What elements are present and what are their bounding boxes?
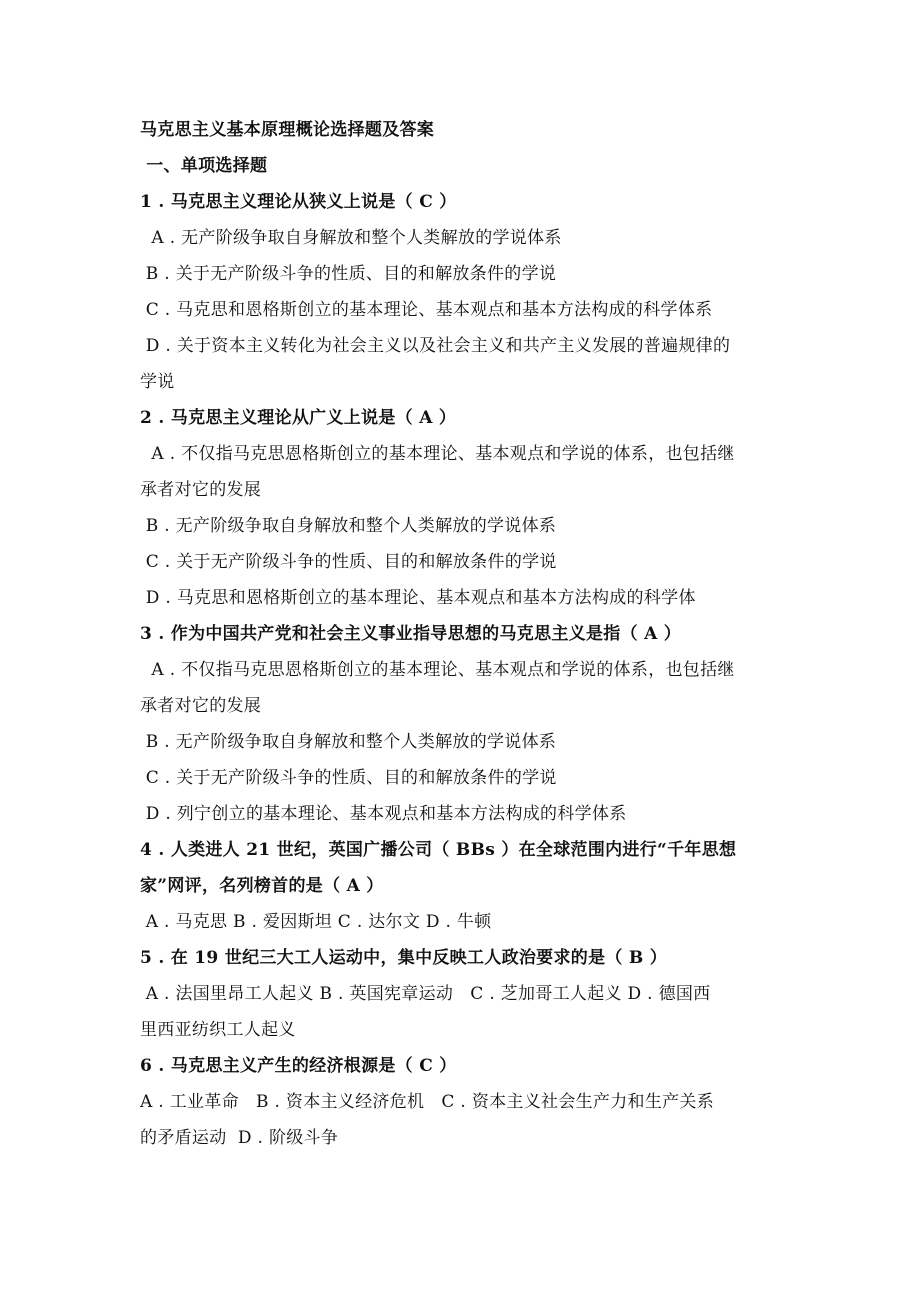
option-line: 承者对它的发展 bbox=[140, 696, 262, 716]
question-4-continued: 家”网评，名列榜首的是（ A ） bbox=[140, 876, 384, 896]
option-line: A . 不仅指马克思恩格斯创立的基本理论、基本观点和学说的体系，也包括继 bbox=[140, 444, 735, 464]
option-line: A . 工业革命 B . 资本主义经济危机 C . 资本主义社会生产力和生产关系 bbox=[140, 1092, 715, 1112]
option-line: C . 马克思和恩格斯创立的基本理论、基本观点和基本方法构成的科学体系 bbox=[140, 300, 713, 320]
question-6: 6 . 马克思主义产生的经济根源是（ C ） bbox=[140, 1056, 457, 1076]
question-2: 2 . 马克思主义理论从广义上说是（ A ） bbox=[140, 408, 457, 428]
option-line: D . 列宁创立的基本理论、基本观点和基本方法构成的科学体系 bbox=[140, 804, 627, 824]
option-line: A . 马克思 B . 爱因斯坦 C . 达尔文 D . 牛顿 bbox=[140, 912, 492, 932]
option-line: A . 不仅指马克思恩格斯创立的基本理论、基本观点和学说的体系，也包括继 bbox=[140, 660, 735, 680]
question-1: 1 . 马克思主义理论从狭义上说是（ C ） bbox=[140, 192, 457, 212]
option-line: A . 无产阶级争取自身解放和整个人类解放的学说体系 bbox=[140, 228, 562, 248]
section-heading: 一、单项选择题 bbox=[140, 156, 268, 176]
option-line: B . 无产阶级争取自身解放和整个人类解放的学说体系 bbox=[140, 732, 557, 752]
question-5: 5 . 在 19 世纪三大工人运动中，集中反映工人政治要求的是（ B ） bbox=[140, 948, 668, 968]
option-line: D . 关于资本主义转化为社会主义以及社会主义和共产主义发展的普遍规律的 bbox=[140, 336, 731, 356]
document-title: 马克思主义基本原理概论选择题及答案 bbox=[140, 120, 435, 140]
question-3: 3 . 作为中国共产党和社会主义事业指导思想的马克思主义是指（ A ） bbox=[140, 624, 682, 644]
option-line: 的矛盾运动 D . 阶级斗争 bbox=[140, 1128, 339, 1148]
option-line: 承者对它的发展 bbox=[140, 480, 262, 500]
option-line: 里西亚纺织工人起义 bbox=[140, 1020, 296, 1040]
question-4: 4 . 人类进人 21 世纪，英国广播公司（ BBs ）在全球范围内进行“千年思想 bbox=[140, 840, 737, 860]
option-line: 学说 bbox=[140, 372, 175, 392]
option-line: D . 马克思和恩格斯创立的基本理论、基本观点和基本方法构成的科学体 bbox=[140, 588, 696, 608]
option-line: B . 无产阶级争取自身解放和整个人类解放的学说体系 bbox=[140, 516, 557, 536]
option-line: A . 法国里昂工人起义 B . 英国宪章运动 C . 芝加哥工人起义 D . 德国西 bbox=[140, 984, 711, 1004]
option-line: C . 关于无产阶级斗争的性质、目的和解放条件的学说 bbox=[140, 768, 557, 788]
option-line: B . 关于无产阶级斗争的性质、目的和解放条件的学说 bbox=[140, 264, 557, 284]
option-line: C . 关于无产阶级斗争的性质、目的和解放条件的学说 bbox=[140, 552, 557, 572]
